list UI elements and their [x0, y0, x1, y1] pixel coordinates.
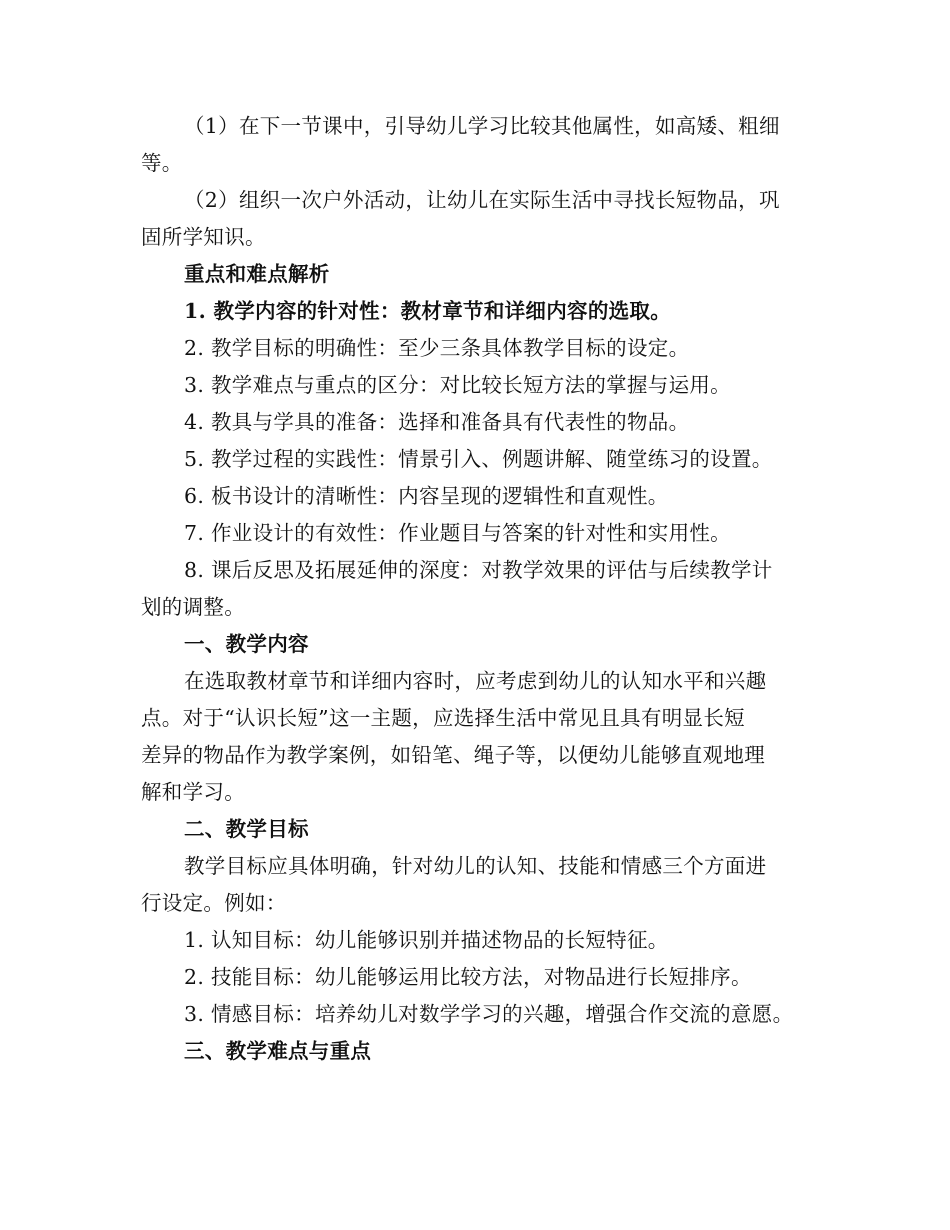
list-item-continuation: 划的调整。: [141, 595, 245, 619]
paragraph-line: 在选取教材章节和详细内容时，应考虑到幼儿的认知水平和兴趣: [184, 669, 767, 693]
paragraph-line: 点。对于“认识长短”这一主题，应选择生活中常见且具有明显长短: [141, 706, 745, 730]
section-heading: 重点和难点解析: [184, 262, 330, 286]
section-heading: 二、教学目标: [184, 817, 309, 841]
paragraph-line: 行设定。例如：: [141, 891, 287, 915]
list-item: 8. 课后反思及拓展延伸的深度：对教学效果的评估与后续教学计: [184, 558, 773, 582]
list-item: 3. 教学难点与重点的区分：对比较长短方法的掌握与运用。: [184, 373, 731, 397]
list-item: 2. 技能目标：幼儿能够运用比较方法，对物品进行长短排序。: [184, 965, 752, 989]
section-heading: 三、教学难点与重点: [184, 1039, 372, 1063]
list-item: 7. 作业设计的有效性：作业题目与答案的针对性和实用性。: [184, 521, 731, 545]
list-item: 5. 教学过程的实践性：情景引入、例题讲解、随堂练习的设置。: [184, 447, 773, 471]
section-heading: 一、教学内容: [184, 632, 309, 656]
paragraph-line: （2）组织一次户外活动，让幼儿在实际生活中寻找长短物品，巩: [184, 188, 780, 212]
list-item: 6. 板书设计的清晰性：内容呈现的逻辑性和直观性。: [184, 484, 669, 508]
paragraph-line: （1）在下一节课中，引导幼儿学习比较其他属性，如高矮、粗细: [184, 114, 780, 138]
list-item: 2. 教学目标的明确性：至少三条具体教学目标的设定。: [184, 336, 690, 360]
paragraph-line: 教学目标应具体明确，针对幼儿的认知、技能和情感三个方面进: [184, 854, 767, 878]
list-item: 1. 认知目标：幼儿能够识别并描述物品的长短特征。: [184, 928, 669, 952]
list-item-bold: 1. 教学内容的针对性：教材章节和详细内容的选取。: [184, 299, 672, 323]
list-item: 3. 情感目标：培养幼儿对数学学习的兴趣，增强合作交流的意愿。: [184, 1002, 794, 1026]
paragraph-line: 固所学知识。: [141, 225, 266, 249]
paragraph-line: 解和学习。: [141, 780, 245, 804]
paragraph-line: 等。: [141, 151, 183, 175]
paragraph-line: 差异的物品作为教学案例，如铅笔、绳子等，以便幼儿能够直观地理: [141, 743, 765, 767]
list-item: 4. 教具与学具的准备：选择和准备具有代表性的物品。: [184, 410, 690, 434]
